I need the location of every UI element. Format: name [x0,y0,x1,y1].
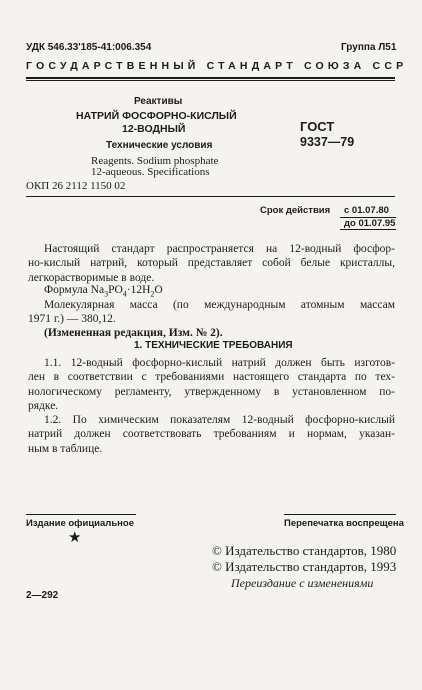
mass-paragraph [28,298,395,327]
section-paragraph-2 [28,413,395,456]
paragraph-line: лен в соответствии с требованиями настоящего стандарта по тех- [28,371,395,384]
paragraph-line: натрий должен соответствовать требованиям и нормам, указан- [28,428,395,441]
validity-label: Срок действия [260,205,331,216]
gost-label: ГОСТ [300,119,335,134]
official-edition: Издание официальное [26,518,134,529]
mass-line: 1971 г.) — 380,12. [28,313,116,326]
validity-from: с 01.07.80 [344,205,389,216]
page-code: 2—292 [26,590,59,601]
formula-sub: 4 [122,289,127,299]
section-heading: 1. ТЕХНИЧЕСКИЕ ТРЕБОВАНИЯ [134,340,293,351]
formula-po: PO [108,284,123,296]
mass-line: Молекулярная масса (по международным атомным массам [44,299,395,311]
udk-code: УДК 546.33'185-41:006.354 [26,42,152,53]
formula-sub: 3 [104,289,109,299]
english-title-line2: 12-aqueous. Specifications [91,166,210,178]
paragraph-line: нологическому регламенту, утвержденному в установленном по- [28,385,395,398]
category-label: Реактивы [134,96,183,107]
amendment-note: (Измененная редакция, Изм. № 2). [44,327,223,339]
star-icon: ★ [68,530,82,546]
header-rule-top [26,77,395,79]
doc-title-line2: 12-ВОДНЫЙ [122,123,186,135]
reprint-prohibited: Перепечатка воспрещена [284,518,404,529]
intro-line: но-кислый натрий, который представляет собой белые кристаллы, [28,257,395,270]
paragraph-line: 1.2. По химическим показателям 12-водный фосфорно-кислый [44,414,395,426]
gost-number: 9337—79 [300,135,355,149]
intro-paragraph [28,242,395,285]
group-code: Группа Л51 [341,42,397,53]
reissue-note: Переиздание с изменениями [231,576,374,590]
section-paragraph-1 [28,356,395,413]
formula-label: Формула [44,284,91,296]
publisher-copyright-1980: © Издательство стандартов, 1980 [212,543,397,558]
validity-to: до 01.07.95 [344,218,396,229]
intro-line: легкорастворимые в воде. [28,271,155,284]
footer-rule-right [284,514,396,515]
formula-na: Na [90,284,105,296]
state-standard-title: ГОСУДАРСТВЕННЫЙ СТАНДАРТ СОЮЗА ССР [26,60,408,72]
footer-rule-left [26,514,136,515]
doc-subtitle: Технические условия [106,140,213,151]
publisher-copyright-1993: © Издательство стандартов, 1993 [212,559,397,574]
paragraph-line: 1.1. 12-водный фосфорно-кислый натрий должен быть изготов- [44,357,395,369]
header-rule-bottom [26,80,395,81]
formula-water: ·12H [126,284,151,296]
validity-rule-bottom [340,229,396,230]
paragraph-line: рядке. [28,399,59,412]
paragraph-line: ным в таблице. [28,442,103,455]
english-title-line1: Reagents. Sodium phosphate [91,155,219,167]
formula-line [44,284,163,298]
doc-title-line1: НАТРИЙ ФОСФОРНО-КИСЛЫЙ [76,110,237,122]
okp-code: ОКП 26 2112 1150 02 [26,180,126,192]
title-block-rule [26,196,395,197]
intro-line: Настоящий стандарт распространяется на 12-водный фосфор- [44,243,395,255]
formula-sub: 2 [150,289,155,299]
formula-o: O [154,284,163,296]
